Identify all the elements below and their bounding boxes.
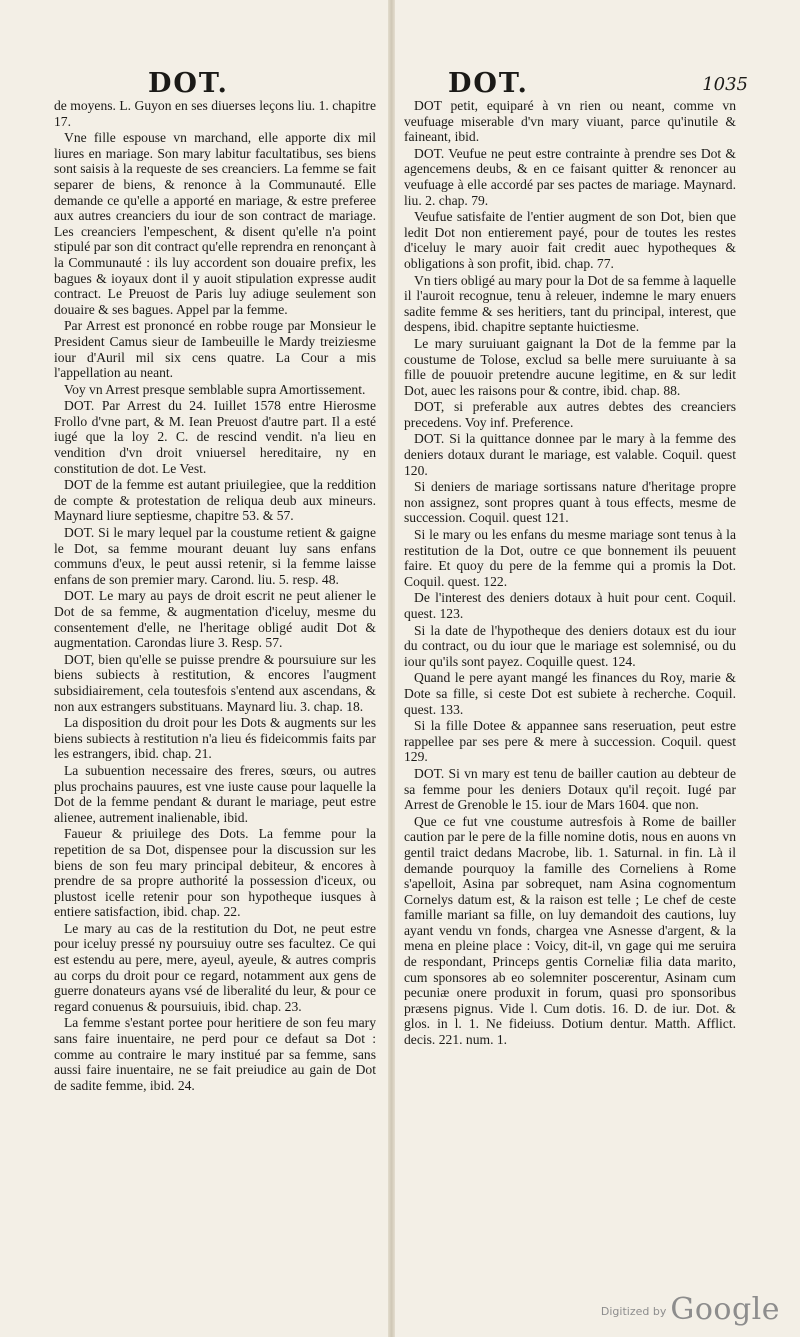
paragraph: DOT. Veufue ne peut estre contrainte à prendre ses Dot & agencemens deubs, & en ce faisant quitter & renoncer au veufuage à elle accordé par ses pactes de mariage. Maynard. liu. 2. chap. 79. xyxy=(404,145,736,208)
paragraph: La disposition du droit pour les Dots & augments sur les biens subiects à restitution n'a lieu és fideicommis faits par les estrangers, ibid. chap. 21. xyxy=(54,715,376,762)
running-head-right: DOT. xyxy=(448,68,529,99)
paragraph: Si la date de l'hypotheque des deniers dotaux est du iour du contract, ou du iour que le mariage est solemnisé, ou du iour qu'ils sont payez. Coquille quest. 124. xyxy=(404,622,736,669)
paragraph: Si deniers de mariage sortissans nature d'heritage propre non assignez, sont propres quant à tous effects, mesme de succession. Coquil. quest 121. xyxy=(404,479,736,526)
running-head-left: DOT. xyxy=(148,68,229,99)
paragraph: La femme s'estant portee pour heritiere de son feu mary sans faire inuentaire, ne perd pour ce defaut sa Dot : comme au contraire le mary institué par sa femme, sans aussi faire inuentaire, ne se fait preiudice au gain de Dot de sadite femme, ibid. 24. xyxy=(54,1015,376,1093)
paragraph: DOT de la femme est autant priuilegiee, que la reddition de compte & protestation de reliqua deub aux mineurs. Maynard liure septiesme, chapitre 53. & 57. xyxy=(54,477,376,524)
left-column-text xyxy=(54,98,376,1094)
paragraph: Vne fille espouse vn marchand, elle apporte dix mil liures en mariage. Son mary labitur facultatibus, ses biens sont saisis à la requeste de ses creanciers. La femme se fait separer de biens, & renonce à la Communauté. Elle demande ce qu'elle a apporté en mariage, & estre preferee aux autres creanciers du iour de son contract de mariage. Les creanciers l'empeschent, & disent qu'elle n'a point stipulé par son dit contract qu'elle reprendra en renonçant à la Communauté : ils luy accordent son douaire prefix, les bagues & ioyaux dont il y auoit stipulation expresse audit contract. Le Preuost de Paris luy adiuge seulement son douaire & ses bagues. Appel par la femme. xyxy=(54,130,376,317)
paragraph: Veufue satisfaite de l'entier augment de son Dot, bien que ledit Dot non entierement payé, pour de toutes les restes d'iceluy le mary auoir fait credit auec hypotheques & obligations à son profit, ibid. chap. 77. xyxy=(404,209,736,271)
google-logo-text: Google xyxy=(670,1292,780,1327)
paragraph: De l'interest des deniers dotaux à huit pour cent. Coquil. quest. 123. xyxy=(404,590,736,621)
paragraph: Le mary au cas de la restitution du Dot, ne peut estre pour iceluy pressé ny poursuiuy outre ses facultez. Ce qui est estendu au pere, mere, ayeul, ayeule, & autres compris au corps du droit pour ce regard, notamment aux gens de guerre donateurs ayans vsé de liberalité du leur, & pour ce regard conuenus & poursuiuis, ibid. chap. 23. xyxy=(54,920,376,1014)
paragraph: DOT. Si la quittance donnee par le mary à la femme des deniers dotaux durant le mariage, est valable. Coquil. quest 120. xyxy=(404,431,736,478)
paragraph: Que ce fut vne coustume autresfois à Rome de bailler caution par le pere de la fille nomine dotis, nous en auons vn gentil traict dedans Macrobe, lib. 1. Saturnal. in fin. Là il demande pourquoy la famille des Corneliens à Rome s'apelloit, Asina par sobrequet, nam Asina cognomentum Cornelys datum est, & la raison est telle ; Le chef de ceste famille mariant sa fille, on luy demandoit des cautions, luy ayant vendu vn fonds, chargea vne Asnesse d'argent, & la mena en pleine place : Voicy, dit-il, vn gage qui me seruira de respondant, Princeps gentis Corneliæ filia data marito, cum sponsores ab eo solemniter poscerentur, Asinam cum pecuniæ onere produxit in forum, quasi pro sponsoribus præsens pignus. Vide l. Cum dotis. 16. D. de iur. Dot. & glos. in l. 1. Ne fideiuss. Dotium dentur. Matth. Afflict. decis. 221. num. 1. xyxy=(404,813,736,1048)
paragraph: Si le mary ou les enfans du mesme mariage sont tenus à la restitution de la Dot, outre ce que bonnement ils peuuent faire. Et quoy du pere de la femme qui a promis la Dot. Coquil. quest. 122. xyxy=(404,527,736,589)
digitized-by-label: Digitized by xyxy=(600,1305,667,1318)
paragraph: de moyens. L. Guyon en ses diuerses leçons liu. 1. chapitre 17. xyxy=(54,98,376,129)
paragraph: Par Arrest est prononcé en robbe rouge par Monsieur le President Camus sieur de Iambeuille le Mardy treiziesme iour d'Auril mil six cens quatre. La Cour a mis l'appellation au neant. xyxy=(54,318,376,381)
paragraph: DOT. Si vn mary est tenu de bailler caution au debteur de sa femme pour les deniers Dotaux qu'il reçoit. Iugé par Arrest de Grenoble le 15. iour de Mars 1604. que non. xyxy=(404,765,736,813)
paragraph: Si la fille Dotee & appannee sans reseruation, peut estre rappellee par ses pere & mere à succession. Coquil. quest 129. xyxy=(404,718,736,765)
paragraph: Quand le pere ayant mangé les finances du Roy, marie & Dote sa fille, si ceste Dot est subiete à recherche. Coquil. quest. 133. xyxy=(404,670,736,717)
running-header xyxy=(0,62,800,102)
paragraph: DOT. Si le mary lequel par la coustume retient & gaigne le Dot, sa femme mourant deuant luy sans enfans communs d'eux, le peut aussi retenir, si la femme laisse enfans de son premier mary. Carond. liu. 5. resp. 48. xyxy=(54,525,376,587)
paragraph: DOT. Par Arrest du 24. Iuillet 1578 entre Hierosme Frollo d'vne part, & M. Iean Preuost d'autre part. Il a esté iugé que la loy 2. C. de rescind vendit. n'a lieu en vendition d'vn droit vniuersel hereditaire, ny en constitution de dot. Le Vest. xyxy=(54,398,376,476)
paragraph: Faueur & priuilege des Dots. La femme pour la repetition de sa Dot, dispensee pour la discussion sur les biens de son feu mary principal debiteur, & encores à prendre de sa propre authorité la possession d'iceux, ou plustost icelle retenir pour son hypotheque iusques à entiere satisfaction, ibid. chap. 22. xyxy=(54,826,376,920)
column-gutter xyxy=(388,0,395,1337)
paragraph: DOT, si preferable aux autres debtes des creanciers precedens. Voy inf. Preference. xyxy=(404,399,736,430)
page-number: 1035 xyxy=(702,74,748,95)
paragraph: Voy vn Arrest presque semblable supra Amortissement. xyxy=(64,381,366,397)
paragraph: DOT, bien qu'elle se puisse prendre & poursuiure sur les biens subiects à restitution, & encores l'augment subsidiairement, cela toutesfois s'entend aux ascendans, & non aux estrangers substituans. Maynard liu. 3. chap. 18. xyxy=(54,651,376,714)
right-column-text xyxy=(404,98,736,1049)
paragraph: La subuention necessaire des freres, sœurs, ou autres plus prochains pauures, est vne iuste cause pour laquelle la Dot de la femme pendant & durant le mariage, peut estre alienee, autrement inalienable, ibid. xyxy=(54,762,376,825)
paragraph: Vn tiers obligé au mary pour la Dot de sa femme à laquelle il l'auroit recognue, tenu à releuer, indemne le mary enuers sadite femme & ses heritiers, tant du principal, interest, que despens, ibid. chapitre septante huictiesme. xyxy=(404,272,736,335)
paragraph: Le mary suruiuant gaignant la Dot de la femme par la coustume de Tolose, exclud sa belle mere suruiuante à sa fille de pouuoir pretendre aucune legitime, en & sur ledit Dot, auec les raisons pour & contre, ibid. chap. 88. xyxy=(404,335,736,398)
digitized-by-google-watermark xyxy=(601,1292,780,1327)
paragraph: DOT. Le mary au pays de droit escrit ne peut aliener le Dot de sa femme, & augmentation d'iceluy, mesme du consentement d'elle, ne l'heritage obligé audit Dot & augmentation. Carondas liure 3. Resp. 57. xyxy=(54,588,376,651)
paragraph: DOT petit, equiparé à vn rien ou neant, comme vn veufuage miserable d'vn mary viuant, parce qu'inutile & faineant, ibid. xyxy=(404,98,736,145)
